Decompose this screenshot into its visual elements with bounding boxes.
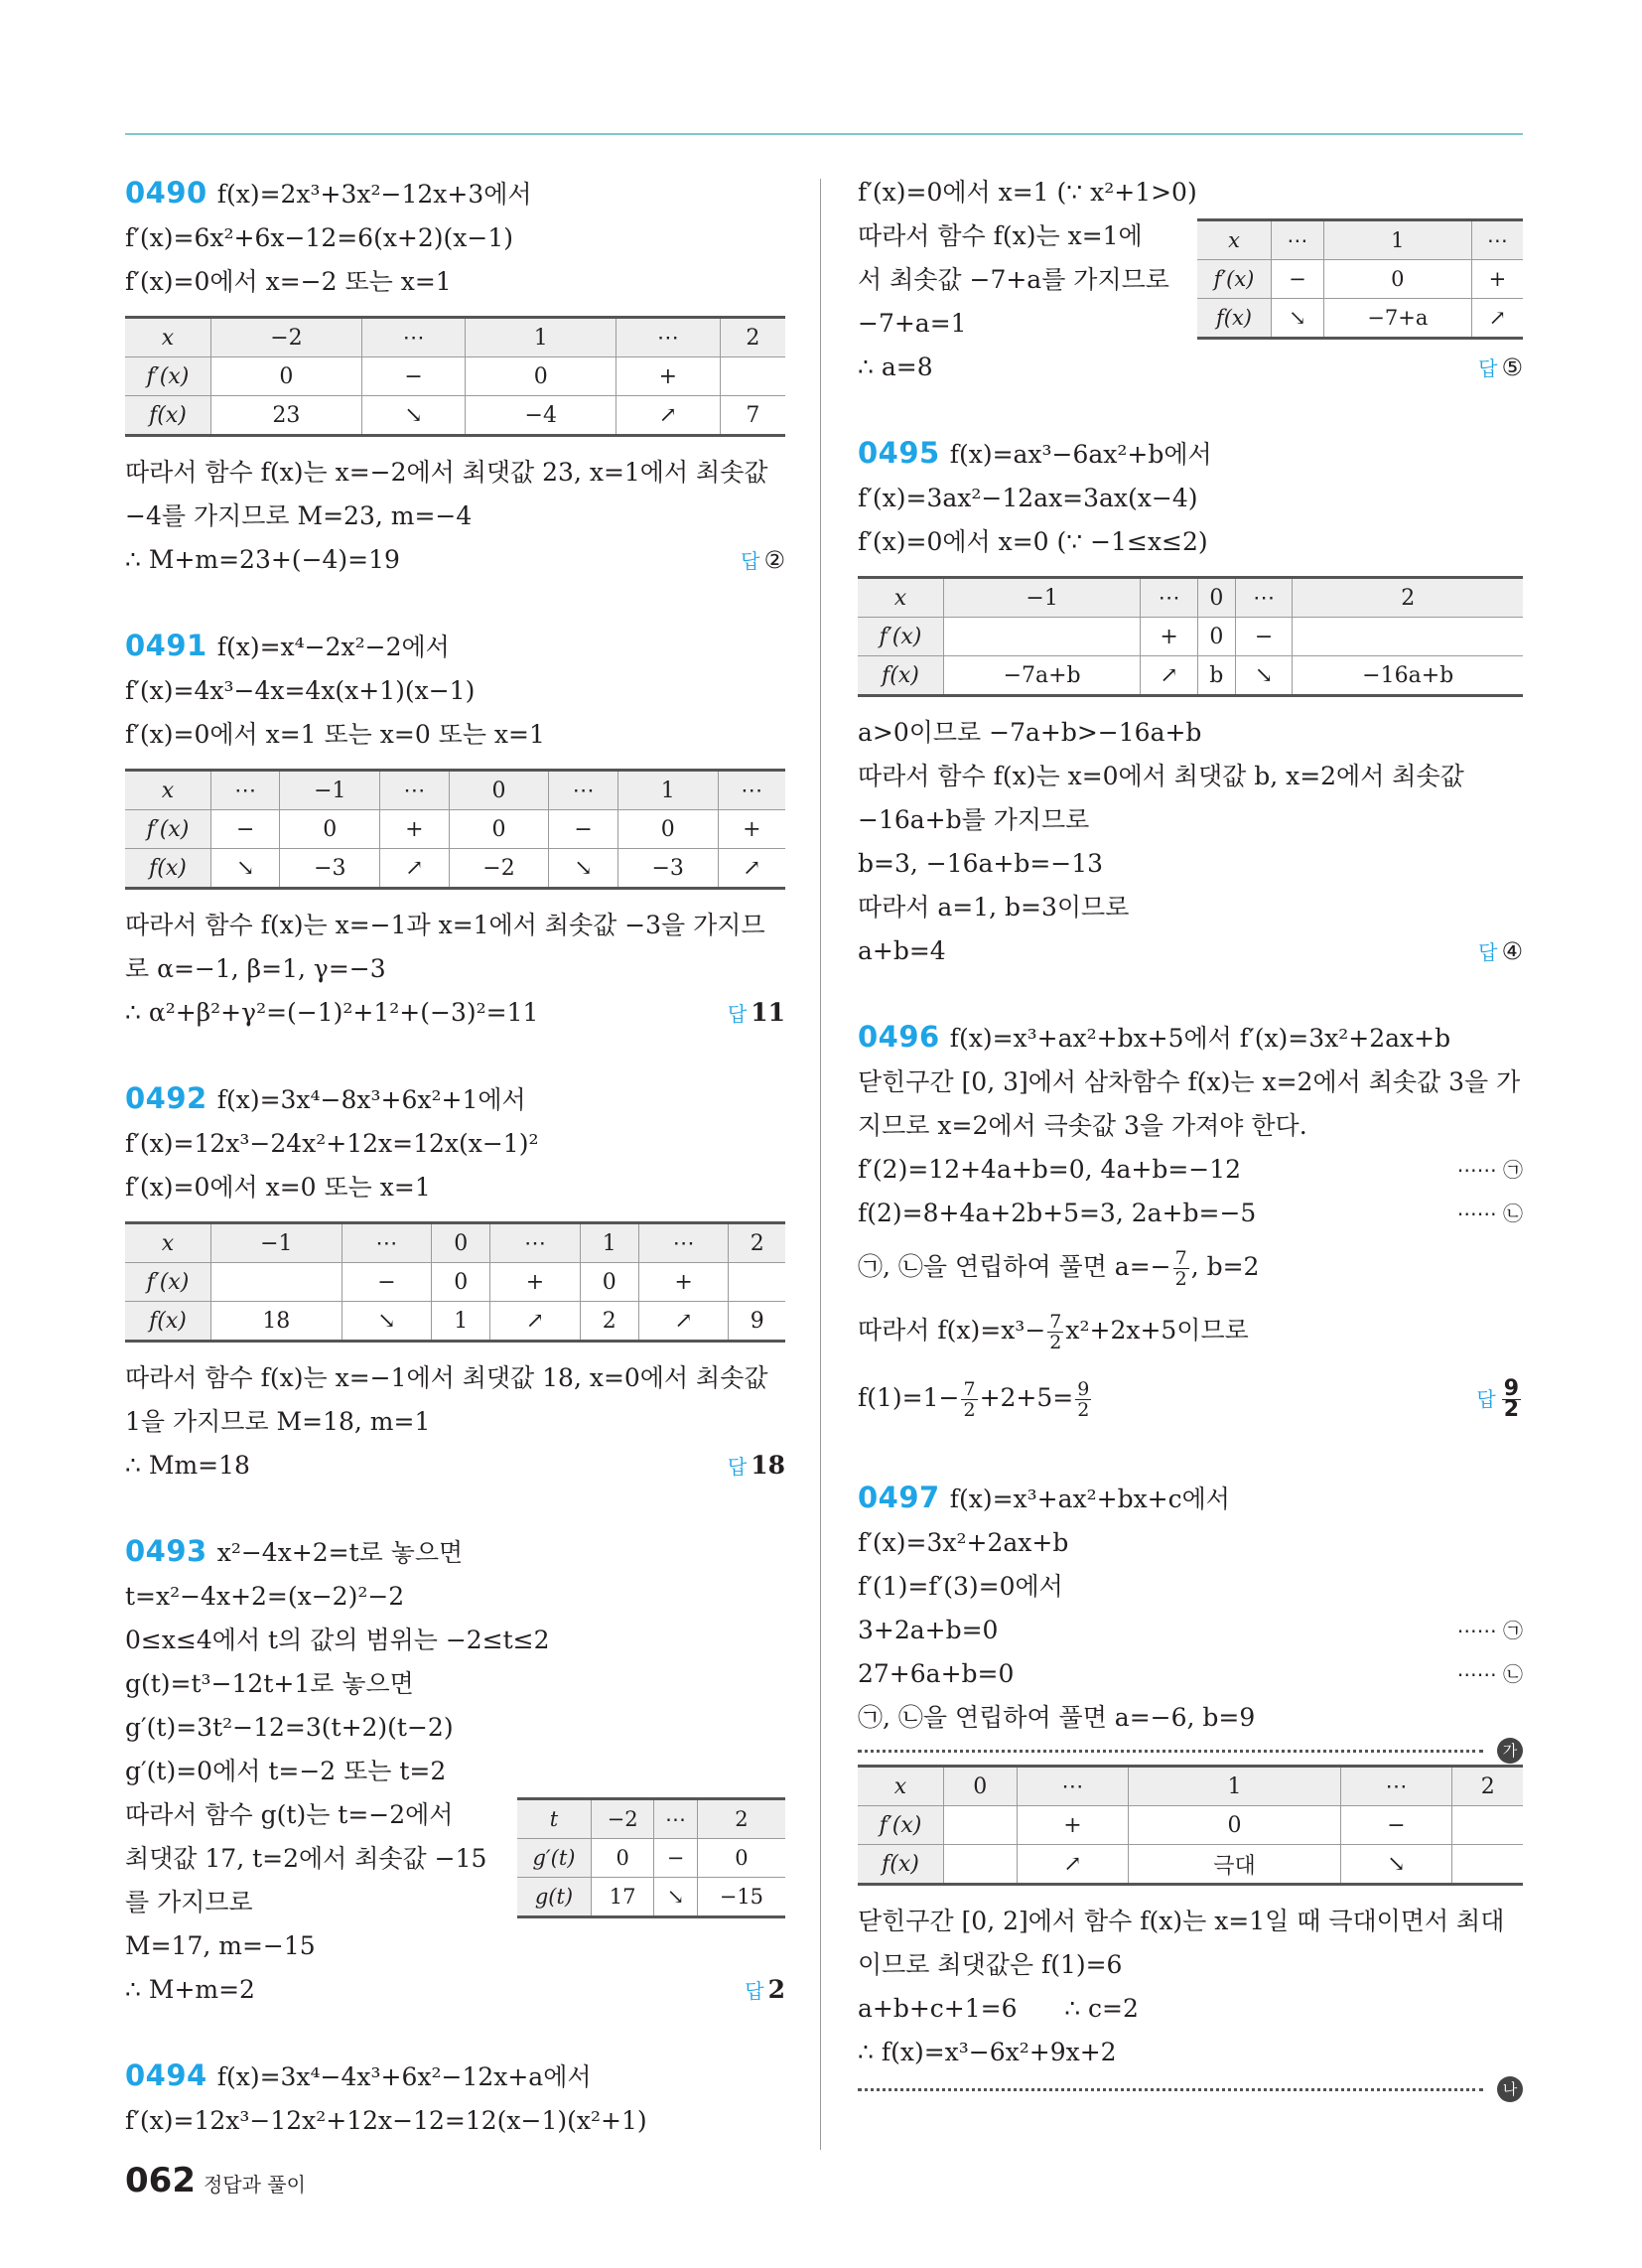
table-cell: ↘: [654, 1878, 698, 1917]
table-cell: ↘: [342, 1302, 432, 1342]
solution-text: 따라서 함수 f(x)는 x=1에: [858, 221, 1143, 250]
table-cell: −7a+b: [944, 656, 1141, 696]
column-divider: [820, 179, 821, 2150]
answer: [741, 538, 785, 583]
table-cell: 2: [697, 1799, 785, 1839]
table-cell: [944, 1845, 1018, 1885]
answer-value: 7: [1049, 1311, 1062, 1333]
solution-text: a+b=4: [858, 936, 946, 965]
problem-text: f′(x)=3x²+2ax+b: [858, 1528, 1069, 1557]
solution-text: ∴ α²+β²+γ²=(−1)²+1²+(−3)²=11: [125, 998, 539, 1027]
table-cell: ⋯: [1235, 578, 1293, 618]
solution-text: ∴ M+m=2: [125, 1975, 255, 2004]
table-cell: 2: [720, 318, 785, 357]
table-cell: −: [361, 357, 465, 396]
solution-text: 닫힌구간 [0, 2]에서 함수 f(x)는 x=1일 때 극대이면서 최대: [858, 1907, 1505, 1935]
table-cell: ⋯: [638, 1223, 729, 1263]
solution-text: 따라서 f(x)=x³−: [858, 1316, 1046, 1345]
problem-text: f(x)=2x³+3x²−12x+3에서: [216, 180, 532, 209]
answer-label: 답: [727, 1455, 748, 1479]
solution-text: −4를 가지므로 M=23, m=−4: [125, 501, 473, 530]
table-cell: +: [490, 1263, 581, 1302]
table-cell: +: [1017, 1806, 1129, 1845]
table-cell: 0: [432, 1223, 490, 1263]
table-cell: ↗: [1471, 299, 1523, 339]
table-cell: ↗: [380, 849, 449, 889]
problem-text: f′(x)=12x³−24x²+12x=12x(x−1)²: [125, 1129, 539, 1158]
table-cell: f′(x): [858, 1806, 944, 1845]
table-cell: f(x): [858, 656, 944, 696]
table-cell: ↗: [490, 1302, 581, 1342]
table-cell: ⋯: [1471, 220, 1523, 260]
answer: [728, 1444, 785, 1488]
table-cell: f′(x): [1197, 260, 1272, 299]
table-cell: −4: [466, 396, 616, 436]
solution-text: a+b+c+1=6 ∴ c=2: [858, 1994, 1139, 2023]
table-cell: ⋯: [1340, 1767, 1452, 1806]
problem-text: g′(t)=3t²−12=3(t+2)(t−2): [125, 1713, 454, 1742]
answer-value: ④: [1501, 937, 1523, 965]
table-cell: −3: [617, 849, 718, 889]
table-cell: 1: [580, 1223, 638, 1263]
table-cell: [944, 1806, 1018, 1845]
answer-value: 2: [963, 1399, 976, 1421]
table-cell: f(x): [125, 1302, 211, 1342]
equation-tag: ⋯⋯ ㉡: [1456, 1202, 1523, 1225]
problem-text: f′(x)=12x³−12x²+12x−12=12(x−1)(x²+1): [125, 2106, 647, 2135]
equation-tag: ⋯⋯ ㉠: [1456, 1158, 1523, 1182]
problem-0496: [858, 1015, 1523, 1434]
table-cell: 0: [280, 810, 380, 849]
problem-text: f(x)=ax³−6ax²+b에서: [949, 440, 1212, 469]
answer-value: 7: [963, 1378, 976, 1400]
solution-text: 따라서 a=1, b=3이므로: [858, 893, 1130, 921]
answer-value: 9: [1503, 1375, 1519, 1401]
table-cell: −: [1235, 618, 1293, 656]
table-cell: b: [1197, 656, 1235, 696]
table-cell: −: [654, 1839, 698, 1878]
answer-label: 답: [1476, 1387, 1496, 1411]
problem-0492: [125, 1076, 785, 1488]
table-cell: ⋯: [490, 1223, 581, 1263]
equation-tag: ⋯⋯ ㉡: [1456, 1662, 1523, 1686]
solution-text: −16a+b를 가지므로: [858, 805, 1090, 834]
problem-number: 0490: [125, 176, 207, 210]
problem-text: f′(x)=4x³−4x=4x(x+1)(x−1): [125, 676, 476, 705]
table-cell: 7: [720, 396, 785, 436]
table-cell: ↘: [549, 849, 617, 889]
table-cell: [720, 357, 785, 396]
table-cell: x: [858, 1767, 944, 1806]
problem-number: 0497: [858, 1481, 940, 1514]
table-cell: ⋯: [342, 1223, 432, 1263]
table-cell: −: [211, 810, 280, 849]
solution-text: x²+2x+5이므로: [1065, 1316, 1249, 1345]
table-cell: 1: [466, 318, 616, 357]
table-cell: −1: [211, 1223, 342, 1263]
table-cell: −2: [211, 318, 362, 357]
solution-text: b=3, −16a+b=−13: [858, 849, 1104, 878]
table-cell: 극대: [1129, 1845, 1340, 1885]
table-cell: −: [1272, 260, 1324, 299]
problem-0494: [125, 2054, 785, 2143]
table-cell: +: [718, 810, 785, 849]
equation: f(2)=8+4a+2b+5=3, 2a+b=−5: [858, 1199, 1257, 1227]
table-cell: ↘: [1235, 656, 1293, 696]
table-cell: +: [1471, 260, 1523, 299]
answer: [728, 991, 785, 1036]
problem-number: 0492: [125, 1081, 207, 1115]
answer-value: ②: [763, 546, 785, 574]
table-cell: 0: [449, 810, 549, 849]
table-cell: +: [638, 1263, 729, 1302]
problem-0490: [125, 171, 785, 582]
solution-text: 1을 가지므로 M=18, m=1: [125, 1407, 431, 1436]
table-cell: 0: [1129, 1806, 1340, 1845]
answer: [1478, 346, 1523, 390]
problem-text: f′(x)=3ax²−12ax=3ax(x−4): [858, 484, 1198, 512]
solution-text: ㉠, ㉡을 연립하여 풀면 a=−: [858, 1252, 1171, 1281]
table-cell: f′(x): [125, 810, 211, 849]
table-cell: 2: [580, 1302, 638, 1342]
problem-text: f′(x)=0에서 x=−2 또는 x=1: [125, 267, 452, 296]
problem-number: 0496: [858, 1020, 940, 1054]
solution-text: f(1)=1−: [858, 1383, 960, 1412]
variation-table: [858, 1765, 1523, 1886]
problem-text: f(x)=x³+ax²+bx+5에서 f′(x)=3x²+2ax+b: [949, 1024, 1451, 1053]
table-cell: g′(t): [517, 1839, 592, 1878]
problem-text: f′(x)=6x²+6x−12=6(x+2)(x−1): [125, 223, 513, 252]
table-cell: [211, 1263, 342, 1302]
table-cell: x: [125, 1223, 211, 1263]
table-cell: 1: [1129, 1767, 1340, 1806]
table-cell: x: [1197, 220, 1272, 260]
solution-text: ∴ a=8: [858, 353, 933, 381]
table-cell: 0: [432, 1263, 490, 1302]
problem-text: f(x)=x³+ax²+bx+c에서: [949, 1485, 1230, 1513]
answer: [745, 1968, 785, 2013]
table-cell: ↗: [718, 849, 785, 889]
table-cell: 0: [944, 1767, 1018, 1806]
answer: [1478, 929, 1523, 974]
problem-text: f′(x)=0에서 x=0 (∵ −1≤x≤2): [858, 527, 1208, 556]
problem-text: 0≤x≤4에서 t의 값의 범위는 −2≤t≤2: [125, 1626, 550, 1654]
table-cell: f(x): [1197, 299, 1272, 339]
problem-text: x²−4x+2=t로 놓으면: [216, 1538, 464, 1567]
table-cell: 1: [1323, 220, 1471, 260]
table-cell: ⋯: [380, 771, 449, 810]
table-cell: x: [125, 318, 211, 357]
table-cell: −: [1340, 1806, 1452, 1845]
solution-text: 따라서 함수 f(x)는 x=−2에서 최댓값 23, x=1에서 최솟값: [125, 458, 768, 487]
table-cell: 0: [580, 1263, 638, 1302]
table-cell: f(x): [125, 849, 211, 889]
table-cell: ⋯: [1017, 1767, 1129, 1806]
solution-text: 따라서 함수 f(x)는 x=−1에서 최댓값 18, x=0에서 최솟값: [125, 1363, 768, 1392]
table-cell: −3: [280, 849, 380, 889]
table-cell: 0: [1197, 618, 1235, 656]
answer-value: [1502, 1375, 1521, 1422]
table-cell: f(x): [125, 396, 211, 436]
table-cell: 17: [592, 1878, 654, 1917]
table-cell: 1: [617, 771, 718, 810]
answer: [1476, 1362, 1523, 1435]
section-separator: [858, 1742, 1518, 1760]
answer-value: 2: [1049, 1332, 1062, 1353]
table-cell: 1: [432, 1302, 490, 1342]
problem-number: 0494: [125, 2058, 207, 2092]
table-cell: ⋯: [1272, 220, 1324, 260]
page-number: 062: [125, 2161, 196, 2200]
table-cell: +: [616, 357, 720, 396]
problem-number: 0491: [125, 629, 207, 662]
solution-text: a>0이므로 −7a+b>−16a+b: [858, 718, 1202, 747]
answer-value: 11: [751, 998, 785, 1027]
answer-label: 답: [1478, 940, 1498, 964]
table-cell: −16a+b: [1293, 656, 1523, 696]
table-cell: [1293, 618, 1523, 656]
table-cell: 0: [617, 810, 718, 849]
solution-text: ㉠, ㉡을 연립하여 풀면 a=−6, b=9: [858, 1703, 1256, 1732]
solution-text: 따라서 함수 f(x)는 x=−1과 x=1에서 최솟값 −3을 가지므: [125, 911, 765, 939]
table-cell: −2: [449, 849, 549, 889]
table-cell: 23: [211, 396, 362, 436]
left-column: [125, 171, 785, 2185]
table-cell: t: [517, 1799, 592, 1839]
solution-text: 서 최솟값 −7+a를 가지므로: [858, 265, 1169, 294]
table-cell: [1452, 1845, 1523, 1885]
problem-text: 지므로 x=2에서 극솟값 3을 가져야 한다.: [858, 1111, 1307, 1140]
table-cell: ⋯: [654, 1799, 698, 1839]
solution-text: 로 α=−1, β=1, γ=−3: [125, 954, 386, 983]
table-cell: f′(x): [125, 357, 211, 396]
step-mark-icon: 가: [1497, 1738, 1523, 1764]
table-cell: 9: [729, 1302, 785, 1342]
problem-text: f(x)=3x⁴−8x³+6x²+1에서: [216, 1085, 526, 1114]
table-cell: ↗: [616, 396, 720, 436]
table-cell: 2: [1293, 578, 1523, 618]
table-cell: [729, 1263, 785, 1302]
solution-text: ∴ Mm=18: [125, 1451, 250, 1480]
problem-text: f′(x)=0에서 x=1 또는 x=0 또는 x=1: [125, 720, 545, 749]
table-cell: 0: [1197, 578, 1235, 618]
step-mark-icon: 나: [1497, 2076, 1523, 2102]
fraction: [1075, 1379, 1091, 1420]
answer-value: 9: [1077, 1378, 1090, 1400]
table-cell: −: [549, 810, 617, 849]
header-rule: [125, 133, 1523, 135]
variation-table: [125, 1221, 785, 1343]
table-cell: 0: [592, 1839, 654, 1878]
table-cell: ⋯: [718, 771, 785, 810]
answer-value: 2: [1077, 1399, 1090, 1421]
table-cell: f′(x): [125, 1263, 211, 1302]
table-cell: ⋯: [1141, 578, 1198, 618]
solution-text: , b=2: [1190, 1252, 1260, 1281]
table-cell: 0: [211, 357, 362, 396]
problem-0494-continued: [858, 171, 1523, 389]
answer-label: 답: [741, 549, 760, 573]
table-cell: −1: [280, 771, 380, 810]
table-cell: f(x): [858, 1845, 944, 1885]
table-cell: ⋯: [361, 318, 465, 357]
problem-text: f′(1)=f′(3)=0에서: [858, 1572, 1063, 1601]
fraction: [1173, 1248, 1189, 1289]
equation: 27+6a+b=0: [858, 1659, 1015, 1688]
variation-table: [125, 316, 785, 437]
section-separator: [858, 2080, 1518, 2098]
page-footer: [125, 2161, 306, 2200]
section-title: 정답과 풀이: [203, 2173, 306, 2197]
problem-text: f′(x)=0에서 x=1 (∵ x²+1>0): [858, 178, 1197, 207]
table-cell: [944, 618, 1141, 656]
problem-0497: [858, 1476, 1523, 2098]
problem-text: g′(t)=0에서 t=−2 또는 t=2: [125, 1757, 447, 1785]
equation: f′(2)=12+4a+b=0, 4a+b=−12: [858, 1155, 1242, 1184]
table-cell: 2: [729, 1223, 785, 1263]
problem-text: 닫힌구간 [0, 3]에서 삼차함수 f(x)는 x=2에서 최솟값 3을 가: [858, 1067, 1521, 1096]
problem-0495: [858, 431, 1523, 973]
table-cell: g(t): [517, 1878, 592, 1917]
table-cell: −1: [944, 578, 1141, 618]
problem-0491: [125, 624, 785, 1035]
problem-text: t=x²−4x+2=(x−2)²−2: [125, 1582, 405, 1611]
table-cell: x: [858, 578, 944, 618]
table-cell: 0: [1323, 260, 1471, 299]
table-cell: +: [380, 810, 449, 849]
answer-value: 7: [1174, 1247, 1187, 1269]
table-cell: f′(x): [858, 618, 944, 656]
problem-text: f(x)=x⁴−2x²−2에서: [216, 633, 450, 661]
fraction: [961, 1379, 977, 1420]
solution-text: 이므로 최댓값은 f(1)=6: [858, 1950, 1123, 1979]
variation-table: [125, 769, 785, 890]
equation: 3+2a+b=0: [858, 1616, 999, 1644]
table-cell: 18: [211, 1302, 342, 1342]
answer-value: 2: [1503, 1396, 1519, 1422]
problem-number: 0493: [125, 1534, 207, 1568]
solution-text: 따라서 함수 f(x)는 x=0에서 최댓값 b, x=2에서 최솟값: [858, 762, 1464, 790]
problem-text: f′(x)=0에서 x=0 또는 x=1: [125, 1173, 431, 1202]
solution-text: M=17, m=−15: [125, 1931, 316, 1960]
problem-text: f(x)=3x⁴−4x³+6x²−12x+a에서: [216, 2062, 592, 2091]
table-cell: ↘: [361, 396, 465, 436]
equation-tag: ⋯⋯ ㉠: [1456, 1619, 1523, 1642]
table-cell: [1452, 1806, 1523, 1845]
table-cell: ↘: [211, 849, 280, 889]
table-cell: ↗: [1141, 656, 1198, 696]
table-cell: x: [125, 771, 211, 810]
answer-value: 18: [751, 1451, 785, 1480]
table-cell: −: [342, 1263, 432, 1302]
solution-text: 를 가지므로: [125, 1888, 253, 1916]
table-cell: ↘: [1340, 1845, 1452, 1885]
table-cell: 0: [697, 1839, 785, 1878]
answer-label: 답: [745, 1979, 764, 2003]
problem-0493: [125, 1529, 785, 2012]
table-cell: 2: [1452, 1767, 1523, 1806]
table-cell: −15: [697, 1878, 785, 1917]
solution-text: −7+a=1: [858, 309, 967, 338]
problem-text: g(t)=t³−12t+1로 놓으면: [125, 1669, 414, 1698]
answer-label: 답: [1478, 356, 1498, 380]
solution-text: ∴ M+m=23+(−4)=19: [125, 545, 400, 574]
answer-value: 2: [767, 1975, 785, 2004]
table-cell: −2: [592, 1799, 654, 1839]
solution-text: 따라서 함수 g(t)는 t=−2에서: [125, 1800, 454, 1829]
solution-text: 최댓값 17, t=2에서 최솟값 −15: [125, 1844, 487, 1873]
table-cell: 0: [449, 771, 549, 810]
answer-value: ⑤: [1501, 354, 1523, 381]
variation-table: [858, 576, 1523, 697]
answer-label: 답: [727, 1002, 748, 1026]
solution-text: ∴ f(x)=x³−6x²+9x+2: [858, 2038, 1117, 2066]
table-cell: 0: [466, 357, 616, 396]
table-cell: ⋯: [549, 771, 617, 810]
table-cell: −7+a: [1323, 299, 1471, 339]
problem-number: 0495: [858, 436, 940, 470]
answer-value: 2: [1174, 1268, 1187, 1290]
fraction: [1047, 1312, 1063, 1352]
table-cell: ⋯: [211, 771, 280, 810]
table-cell: ↗: [638, 1302, 729, 1342]
table-cell: +: [1141, 618, 1198, 656]
table-cell: ↗: [1017, 1845, 1129, 1885]
right-column: [858, 171, 1523, 2133]
table-cell: ⋯: [616, 318, 720, 357]
table-cell: ↘: [1272, 299, 1324, 339]
solution-text: +2+5=: [979, 1383, 1074, 1412]
